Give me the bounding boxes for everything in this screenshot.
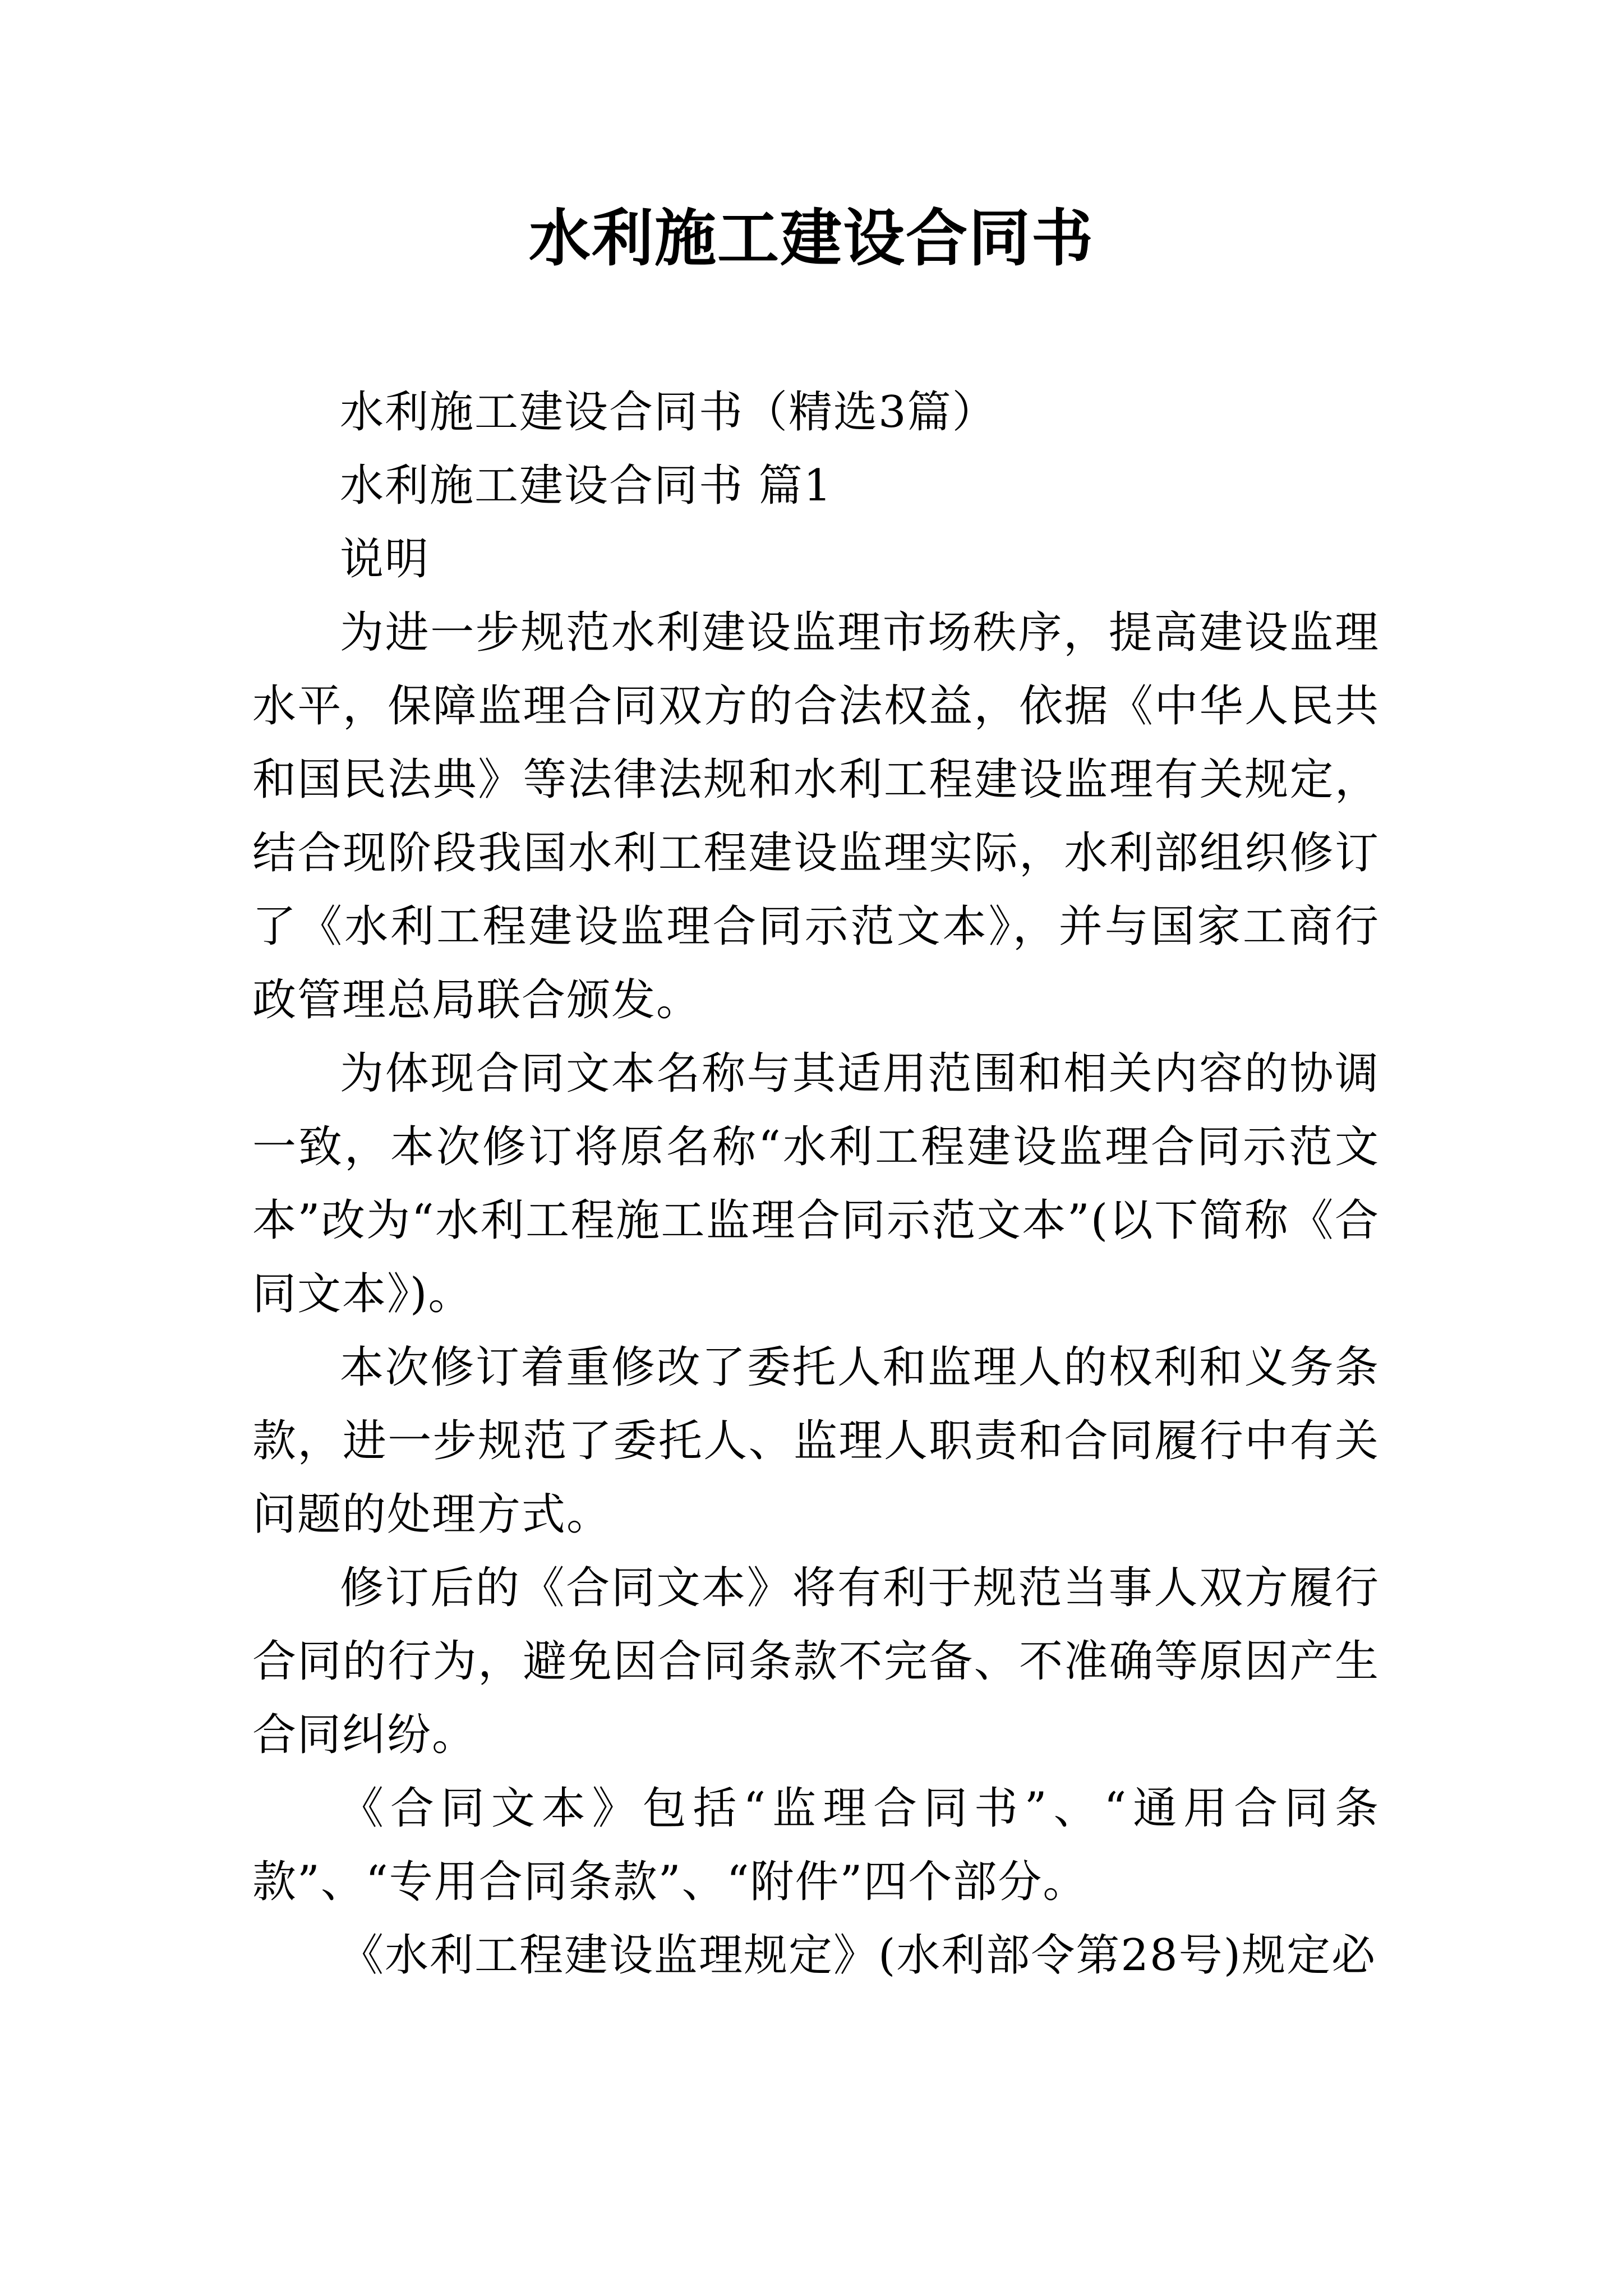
body-paragraph: 为进一步规范水利建设监理市场秩序，提高建设监理水平，保障监理合同双方的合法权益，依据《中华人民共和国民法典》等法律法规和水利工程建设监理有关规定，结合现阶段我国水利工程建设监理实际，水利部组织修订了《水利工程建设监理合同示范文本》，并与国家工商行政管理总局联合颁发。 — [252, 608, 1380, 1025]
body-paragraph: 修订后的《合同文本》将有利于规范当事人双方履行合同的行为，避免因合同条款不完备、不准确等原因产生合同纠纷。 — [252, 1563, 1380, 1760]
document-body — [252, 376, 1380, 1993]
body-paragraph: 《水利工程建设监理规定》(水利部令第28号)规定必 — [340, 1930, 1377, 1981]
section-label: 说明 — [340, 534, 430, 585]
document-title: 水利施工建设合同书 — [529, 202, 1094, 274]
section-heading: 水利施工建设合同书 篇1 — [340, 461, 833, 511]
body-paragraph: 本次修订着重修改了委托人和监理人的权利和义务条款，进一步规范了委托人、监理人职责和合同履行中有关问题的处理方式。 — [252, 1342, 1380, 1540]
body-paragraph: 《合同文本》包括“监理合同书”、“通用合同条款”、“专用合同条款”、“附件”四个部分。 — [252, 1783, 1380, 1907]
body-paragraph: 为体现合同文本名称与其适用范围和相关内容的协调一致，本次修订将原名称“水利工程建设监理合同示范文本”改为“水利工程施工监理合同示范文本”(以下简称《合同文本》)。 — [252, 1048, 1380, 1319]
subtitle-paragraph: 水利施工建设合同书（精选3篇） — [340, 387, 997, 438]
